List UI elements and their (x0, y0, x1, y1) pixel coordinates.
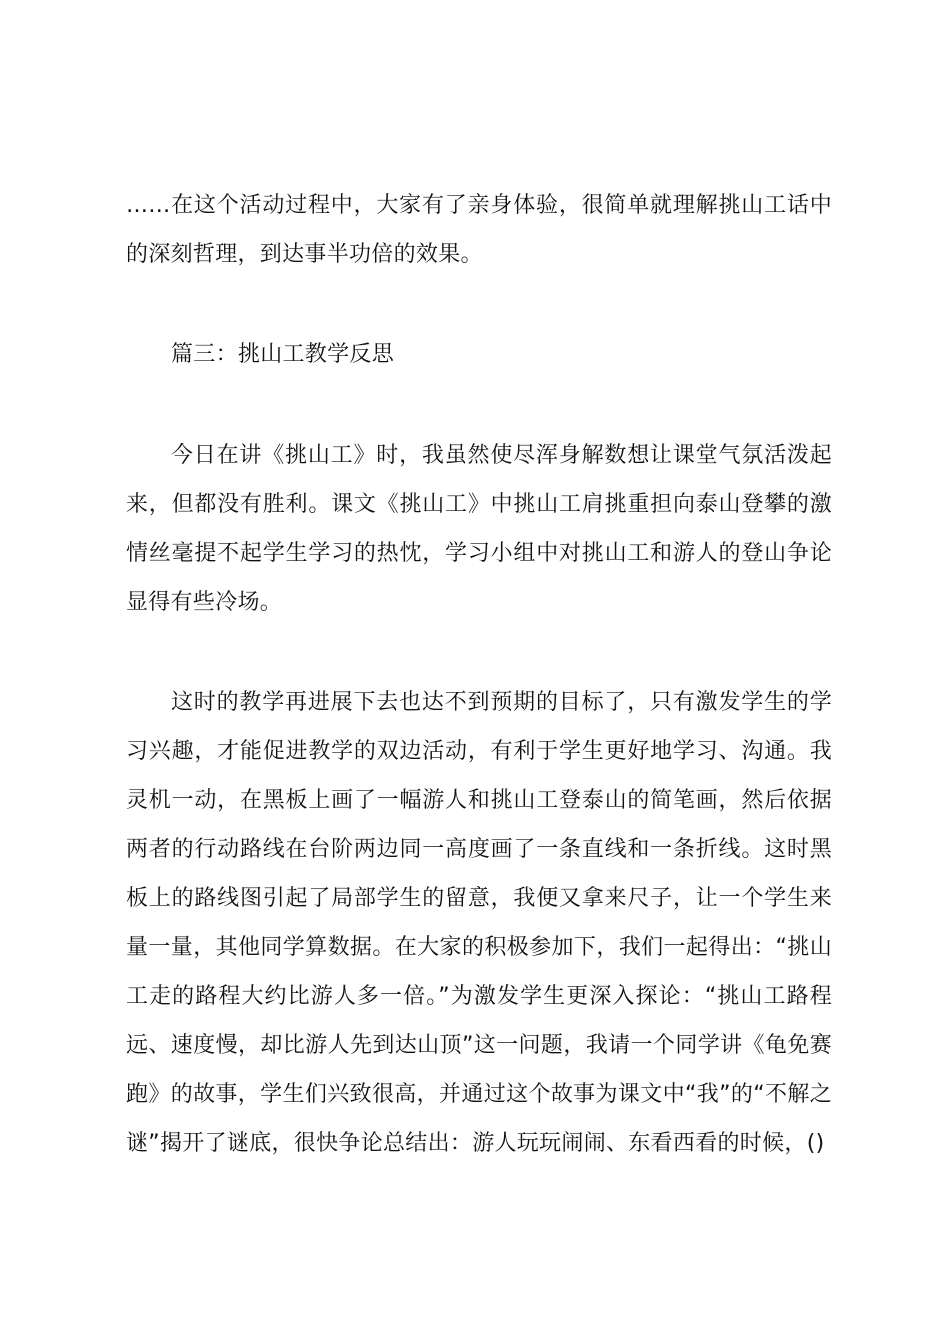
paragraph-body: 这时的教学再进展下去也达不到预期的目标了，只有激发学生的学习兴趣，才能促进教学的双边活动，有利于学生更好地学习、沟通。我灵机一动，在黑板上画了一幅游人和挑山工登泰山的简笔画，然后依据两者的行动路线在台阶两边同一高度画了一条直线和一条折线。这时黑板上的路线图引起了局部学生的留意，我便又拿来尺子，让一个学生来量一量，其他同学算数据。在大家的积极参加下，我们一起得出：“挑山工走的路程大约比游人多一倍。”为激发学生更深入探论：“挑山工路程远、速度慢，却比游人先到达山顶”这一问题，我请一个同学讲《龟免赛跑》的故事，学生们兴致很高，并通过这个故事为课文中“我”的“不解之谜”揭开了谜底，很快争论总结出：游人玩玩闹闹、东看西看的时候，() (126, 690, 832, 1156)
paragraph-intro: 今日在讲《挑山工》时，我虽然使尽浑身解数想让课堂气氛活泼起来，但都没有胜利。课文《挑山工》中挑山工肩挑重担向泰山登攀的激情丝毫提不起学生学习的热忱，学习小组中对挑山工和游人的登山争论显得有些冷场。 (126, 443, 832, 615)
section-heading: 篇三：挑山工教学反思 (171, 342, 395, 367)
paragraph-continuation: ……在这个活动过程中，大家有了亲身体验，很简单就理解挑山工话中的深刻哲理，到达事半功倍的效果。 (126, 193, 832, 267)
